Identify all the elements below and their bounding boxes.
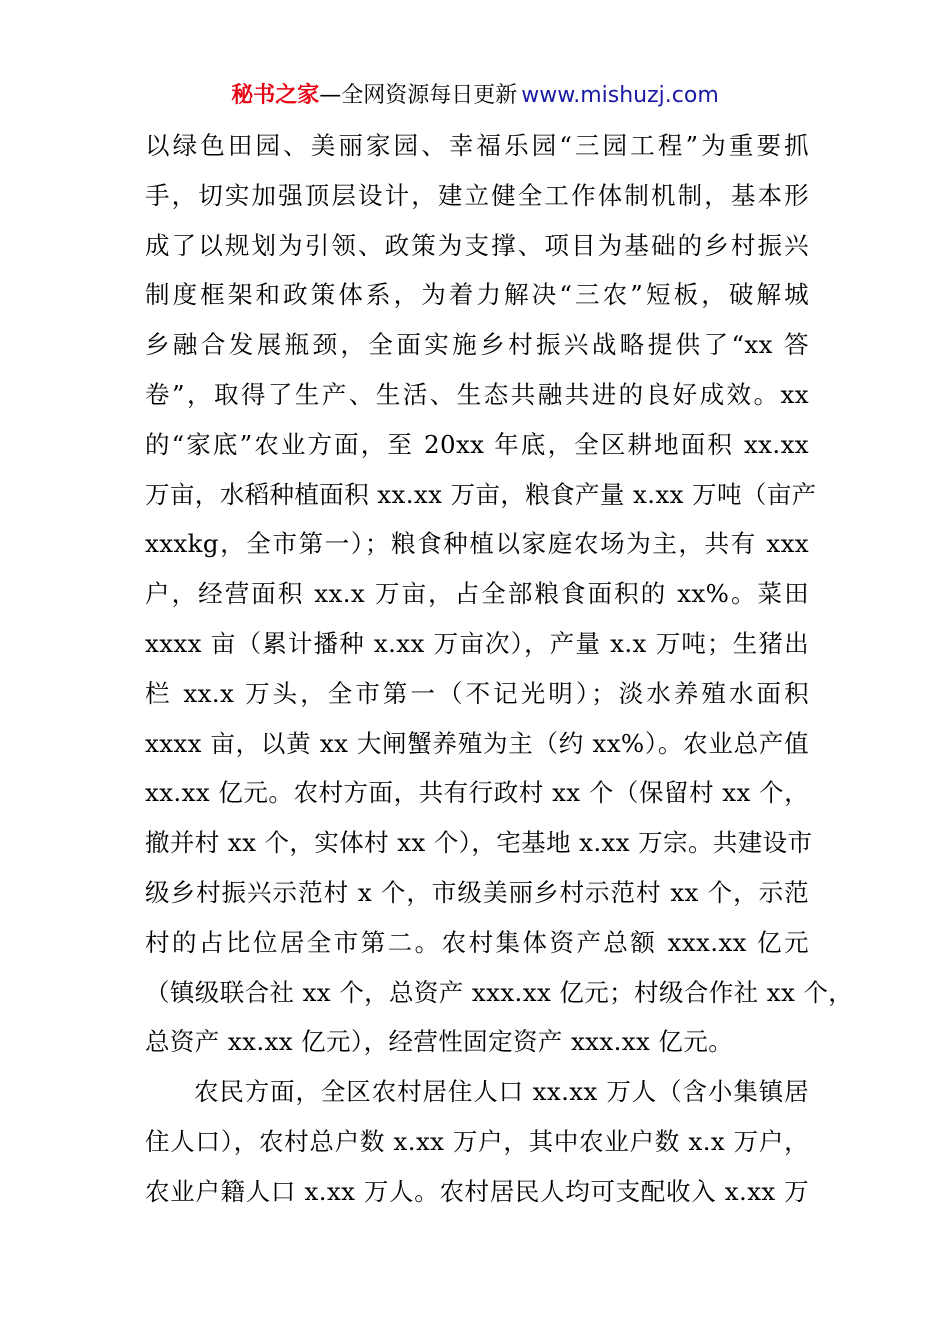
text-line: 乡融合发展瓶颈，全面实施乡村振兴战略提供了“xx 答 xyxy=(145,330,809,360)
text-line: xx.xx 亿元。农村方面，共有行政村 xx 个（保留村 xx 个， xyxy=(145,778,809,808)
text-line: 制度框架和政策体系，为着力解决“三农”短板，破解城 xyxy=(145,280,809,310)
brand-name: 秘书之家 xyxy=(231,83,320,108)
text-line: 手，切实加强顶层设计，建立健全工作体制机制，基本形 xyxy=(145,180,809,210)
text-line: 以绿色田园、美丽家园、幸福乐园“三园工程”为重要抓 xyxy=(145,131,809,160)
text-line: 级乡村振兴示范村 x 个，市级美丽乡村示范村 xx 个，示范 xyxy=(145,877,809,907)
document-body xyxy=(145,121,854,1217)
site-header xyxy=(0,80,950,112)
text-line: （镇级联合社 xx 个，总资产 xxx.xx 亿元；村级合作社 xx 个， xyxy=(145,977,854,1007)
text-line: 万亩，水稻种植面积 xx.xx 万亩，粮食产量 x.xx 万吨（亩产 xyxy=(145,479,817,509)
text-line: 的“家底”农业方面，至 20xx 年底，全区耕地面积 xx.xx xyxy=(145,429,809,459)
site-url-link[interactable]: www.mishuzj.com xyxy=(521,83,719,108)
text-line: 户，经营面积 xx.x 万亩，占全部粮食面积的 xx%。菜田 xyxy=(145,579,809,609)
text-line: 住人口），农村总户数 x.xx 万户，其中农业户数 x.x 万户， xyxy=(145,1126,809,1156)
text-line: 农业户籍人口 x.xx 万人。农村居民人均可支配收入 x.xx 万 xyxy=(145,1176,809,1206)
text-line: 村的占比位居全市第二。农村集体资产总额 xxx.xx 亿元 xyxy=(145,927,809,957)
header-tagline: —全网资源每日更新 xyxy=(319,83,518,108)
text-line: 撤并村 xx 个，实体村 xx 个），宅基地 x.xx 万宗。共建设市 xyxy=(145,828,813,858)
text-line: xxxkg，全市第一）；粮食种植以家庭农场为主，共有 xxx xyxy=(145,529,809,559)
text-line: 成了以规划为引领、政策为支撑、项目为基础的乡村振兴 xyxy=(145,230,809,260)
text-line: 总资产 xx.xx 亿元），经营性固定资产 xxx.xx 亿元。 xyxy=(145,1027,734,1057)
text-line: 卷”，取得了生产、生活、生态共融共进的良好成效。xx xyxy=(145,379,809,409)
text-line: xxxx 亩（累计播种 x.xx 万亩次），产量 x.x 万吨；生猪出 xyxy=(145,628,809,658)
paragraph-first-line: 农民方面，全区农村居住人口 xx.xx 万人（含小集镇居 xyxy=(194,1077,809,1107)
text-line: xxxx 亩，以黄 xx 大闸蟹养殖为主（约 xx%）。农业总产值 xyxy=(145,728,809,758)
text-line: 栏 xx.x 万头，全市第一（不记光明）；淡水养殖水面积 xyxy=(145,678,809,708)
